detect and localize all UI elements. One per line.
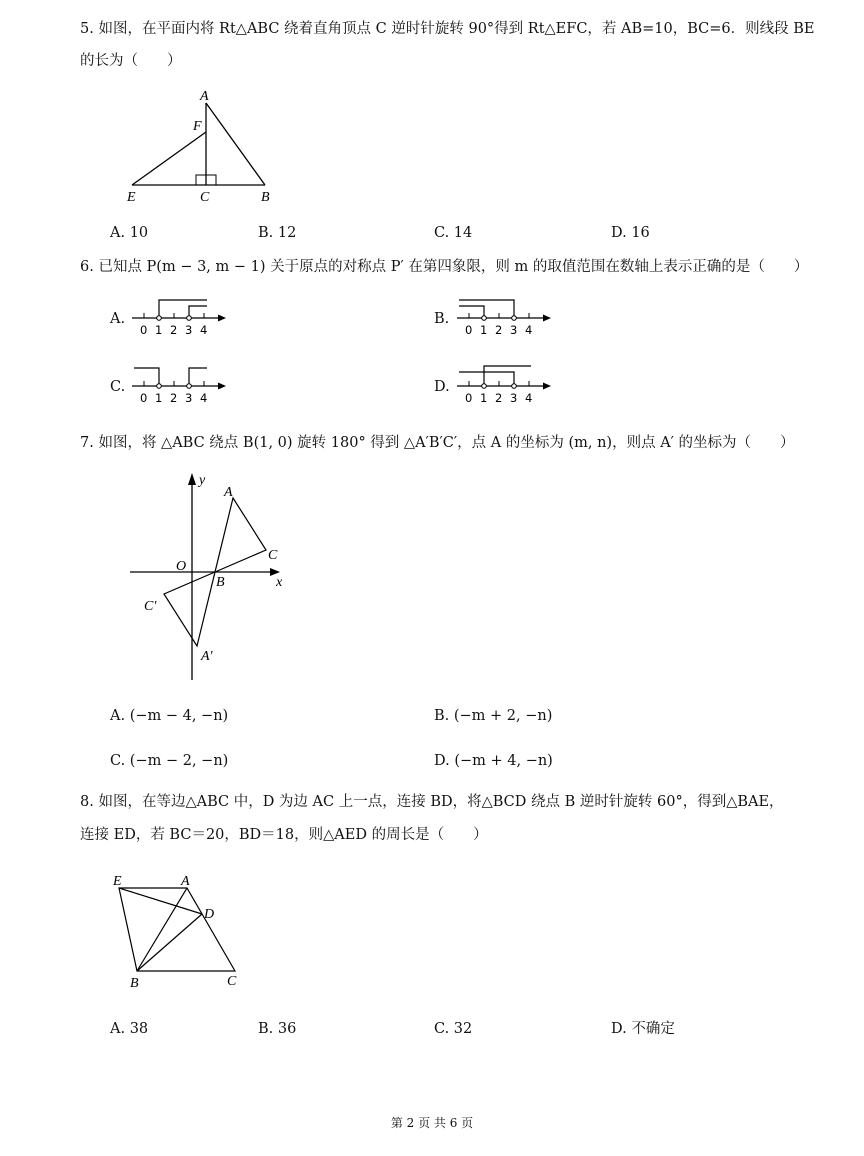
q6-option-d-number-line (455, 360, 555, 412)
q8-segment-ba (137, 888, 187, 971)
arrow-icon (218, 315, 226, 322)
tick-label: 3 (510, 323, 518, 337)
q5-label-f: F (193, 119, 202, 134)
q8-label-a: A (181, 874, 190, 889)
tick-label: 2 (170, 391, 178, 405)
q5-segment-ef (132, 132, 206, 185)
q7-label-y: y (199, 473, 206, 488)
q5-label-a: A (200, 89, 209, 104)
tick-label: 0 (140, 391, 148, 405)
open-dot-icon (512, 316, 517, 321)
q5-label-e: E (127, 190, 136, 205)
q5-stem-line2: 的长为（ ） (80, 53, 182, 69)
q7-label-a: A (224, 485, 233, 500)
tick-label: 1 (480, 391, 488, 405)
q8-label-d: D (204, 907, 215, 922)
q8-option-c[interactable]: C. 32 (434, 1021, 473, 1037)
tick-label: 0 (465, 323, 473, 337)
tick-label: 0 (140, 323, 148, 337)
q7-label-c: C (268, 548, 278, 563)
q6-option-c-letter[interactable]: C. (110, 379, 126, 395)
q5-option-d[interactable]: D. 16 (611, 225, 650, 241)
q7-option-d[interactable]: D. (−m + 4, −n) (434, 753, 553, 769)
q7-figure (120, 465, 300, 690)
tick-label: 4 (525, 391, 533, 405)
q7-option-c[interactable]: C. (−m − 2, −n) (110, 753, 229, 769)
tick-label: 2 (495, 323, 503, 337)
q6-option-d-letter[interactable]: D. (434, 379, 450, 395)
q8-option-b[interactable]: B. 36 (258, 1021, 297, 1037)
q7-triangle-a1b1c1 (164, 572, 215, 646)
q8-stem-line2: 连接 ED，若 BC＝20，BD＝18，则△AED 的周长是（ ） (80, 827, 488, 843)
q8-label-b: B (130, 976, 139, 991)
q8-segment-bd (137, 914, 202, 971)
page-footer: 第 2 页 共 6 页 (390, 1116, 474, 1130)
tick-label: 0 (465, 391, 473, 405)
arrow-icon (543, 315, 551, 322)
q5-label-b: B (261, 190, 270, 205)
q6-option-a-letter[interactable]: A. (110, 311, 126, 327)
q5-figure (120, 85, 290, 210)
open-dot-icon (482, 316, 487, 321)
q5-option-a[interactable]: A. 10 (110, 225, 149, 241)
q8-option-a[interactable]: A. 38 (110, 1021, 149, 1037)
open-dot-icon (482, 384, 487, 389)
tick-label: 3 (185, 323, 193, 337)
tick-label: 1 (155, 323, 163, 337)
q8-outline (119, 888, 235, 971)
q7-option-b[interactable]: B. (−m + 2, −n) (434, 708, 553, 724)
q8-label-c: C (227, 974, 237, 989)
q5-label-c: C (200, 190, 210, 205)
q7-label-a-prime: A′ (201, 649, 213, 664)
arrow-icon (543, 383, 551, 390)
q8-stem-line1: 8. 如图，在等边△ABC 中，D 为边 AC 上一点，连接 BD，将△BCD 绕点 B 逆时针旋转 60°，得到△BAE， (80, 794, 784, 810)
tick-label: 2 (495, 391, 503, 405)
q7-label-b: B (216, 575, 225, 590)
q7-label-c-prime: C′ (144, 599, 157, 614)
open-dot-icon (157, 384, 162, 389)
q7-triangle-abc (215, 498, 266, 572)
tick-label: 2 (170, 323, 178, 337)
q6-stem: 6. 已知点 P(m − 3, m − 1) 关于原点的对称点 P′ 在第四象限，则 m 的取值范围在数轴上表示正确的是（ ） (80, 259, 809, 275)
q7-label-x: x (276, 575, 283, 590)
q5-segment-ab (206, 103, 265, 185)
q6-option-b-number-line (455, 292, 555, 344)
q7-label-o: O (176, 559, 187, 574)
open-dot-icon (187, 316, 192, 321)
q6-option-a-number-line (130, 292, 230, 344)
q5-option-c[interactable]: C. 14 (434, 225, 473, 241)
q8-figure (105, 868, 255, 993)
q7-stem: 7. 如图，将 △ABC 绕点 B(1, 0) 旋转 180° 得到 △A′B′C′，点 A 的坐标为 (m, n)，则点 A′ 的坐标为（ ） (80, 435, 795, 451)
open-dot-icon (512, 384, 517, 389)
q5-option-b[interactable]: B. 12 (258, 225, 297, 241)
q7-option-a[interactable]: A. (−m − 4, −n) (110, 708, 229, 724)
q6-option-b-letter[interactable]: B. (434, 311, 450, 327)
q8-option-d[interactable]: D. 不确定 (611, 1021, 675, 1037)
tick-label: 3 (510, 391, 518, 405)
open-dot-icon (187, 384, 192, 389)
open-dot-icon (157, 316, 162, 321)
tick-label: 4 (525, 323, 533, 337)
q5-stem-line1: 5. 如图，在平面内将 Rt△ABC 绕着直角顶点 C 逆时针旋转 90°得到 Rt△EFC，若 AB=10，BC=6．则线段 BE (80, 21, 815, 37)
arrow-icon (188, 473, 196, 485)
q8-label-e: E (113, 874, 122, 889)
arrow-icon (218, 383, 226, 390)
tick-label: 1 (480, 323, 488, 337)
tick-label: 4 (200, 323, 208, 337)
tick-label: 4 (200, 391, 208, 405)
tick-label: 3 (185, 391, 193, 405)
tick-label: 1 (155, 391, 163, 405)
q6-option-c-number-line (130, 360, 230, 412)
